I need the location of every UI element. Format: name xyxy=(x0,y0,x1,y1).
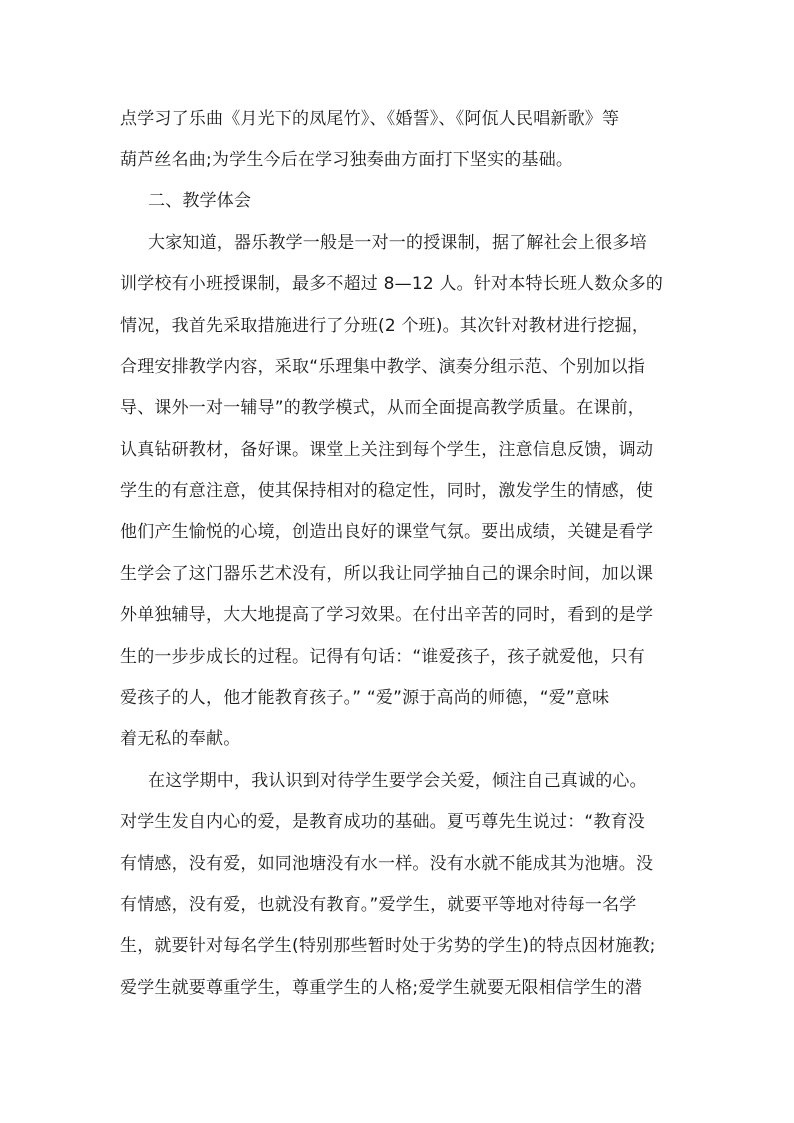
text-line: 有情感，没有爱，如同池塘没有水一样。没有水就不能成其为池塘。没 xyxy=(120,854,654,874)
text-line: 他们产生愉悦的心境，创造出良好的课堂气氛。要出成绩，关键是看学 xyxy=(120,522,654,542)
text-line: 认真钻研教材，备好课。课堂上关注到每个学生，注意信息反馈，调动 xyxy=(120,440,654,460)
text-line: 着无私的奉献。 xyxy=(120,729,241,749)
text-line: 点学习了乐曲《月光下的凤尾竹》、《婚誓》、《阿佤人民唱新歌》等 xyxy=(120,109,620,129)
text-line: 有情感，没有爱，也就没有教育。”爱学生，就要平等地对待每一名学 xyxy=(120,895,637,915)
text-line: 葫芦丝名曲;为学生今后在学习独奏曲方面打下坚实的基础。 xyxy=(120,150,574,170)
text-line: 生学会了这门器乐艺术没有，所以我让同学抽自己的课余时间，加以课 xyxy=(120,564,654,584)
text-line: 生，就要针对每名学生(特别那些暂时处于劣势的学生)的特点因材施教; xyxy=(120,936,656,956)
text-line: 外单独辅导，大大地提高了学习效果。在付出辛苦的同时，看到的是学 xyxy=(120,605,654,625)
text-line: 合理安排教学内容，采取“乐理集中教学、演奏分组示范、个别加以指 xyxy=(120,357,646,377)
text-line: 学生的有意注意，使其保持相对的稳定性，同时，激发学生的情感，使 xyxy=(120,481,654,501)
text-line: 情况，我首先采取措施进行了分班(2 个班)。其次针对教材进行挖掘， xyxy=(120,316,650,336)
text-line: 对学生发自内心的爱，是教育成功的基础。夏丐尊先生说过：“教育没 xyxy=(120,812,646,832)
text-line: 训学校有小班授课制，最多不超过 8—12 人。针对本特长班人数众多的 xyxy=(120,274,664,294)
text-line: 在这学期中，我认识到对待学生要学会关爱，倾注自己真诚的心。 xyxy=(148,771,647,791)
section-heading: 二、教学体会 xyxy=(148,191,252,211)
text-line: 爱学生就要尊重学生，尊重学生的人格;爱学生就要无限相信学生的潜 xyxy=(120,978,642,998)
text-line: 导、课外一对一辅导”的教学模式，从而全面提高教学质量。在课前， xyxy=(120,398,646,418)
text-line: 爱孩子的人，他才能教育孩子。” “爱”源于高尚的师德，“爱”意味 xyxy=(120,688,610,708)
text-line: 大家知道，器乐教学一般是一对一的授课制，据了解社会上很多培 xyxy=(148,233,647,253)
text-line: 生的一步步成长的过程。记得有句话：“谁爱孩子，孩子就爱他，只有 xyxy=(120,647,646,667)
